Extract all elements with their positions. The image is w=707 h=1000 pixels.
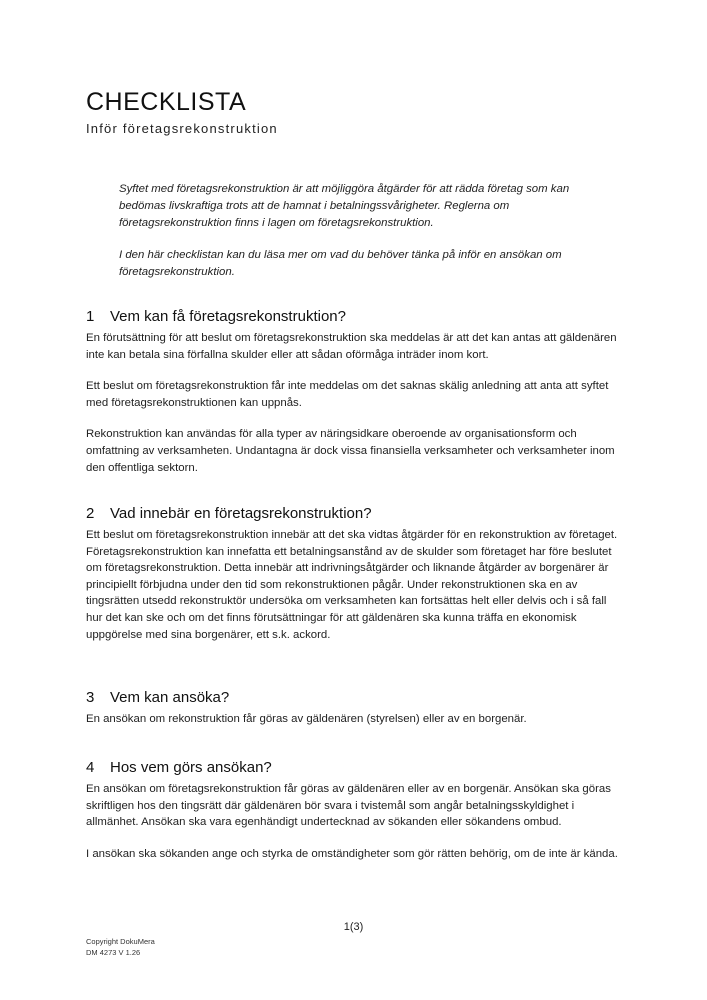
section-title: Hos vem görs ansökan?: [110, 759, 272, 776]
section-title: Vem kan få företagsrekonstruktion?: [110, 308, 346, 325]
section-heading: [86, 308, 626, 325]
page-number: 1(3): [343, 921, 364, 933]
section-title: Vem kan ansöka?: [110, 689, 230, 706]
section-4: [86, 759, 626, 877]
section-number: 2: [86, 505, 95, 522]
intro-paragraph: I den här checklistan kan du läsa mer om vad du behöver tänka på inför en ansökan om företagsrekonstruktion.: [119, 249, 562, 278]
intro-block: [119, 181, 599, 296]
section-paragraph: En ansökan om rekonstruktion får göras av gäldenären (styrelsen) eller av en borgenär.: [86, 713, 527, 725]
section-paragraph: En ansökan om företagsrekonstruktion får göras av gäldenären eller av en borgenär. Ansökan ska göras skriftligen hos den tingsrätt där gäldenären bör svara i tvistemål som angår betalningsskyldighet i allmänhet. Ansökan ska vara egenhändigt undertecknad av sökanden eller sökandens ombud.: [86, 783, 611, 829]
section-number: 1: [86, 308, 95, 325]
document-subtitle: Inför företagsrekonstruktion: [86, 121, 278, 136]
section-paragraph: En förutsättning för att beslut om företagsrekonstruktion ska meddelas är att det kan antas att gäldenären inte kan betala sina förfallna skulder eller att sådan oförmåga inträder inom kort.: [86, 332, 617, 361]
document-title: CHECKLISTA: [86, 88, 247, 116]
section-number: 3: [86, 689, 95, 706]
section-paragraph: Rekonstruktion kan användas för alla typer av näringsidkare oberoende av organisationsform och omfattning av verksamheten. Undantagna är dock vissa finansiella verksamheter och verksamheter inom den offentliga sektorn.: [86, 428, 615, 474]
footer: [86, 937, 155, 958]
footer-copyright: Copyright DokuMera: [86, 937, 155, 946]
footer-doc-id: DM 4273 V 1.26: [86, 947, 141, 957]
section-heading: [86, 689, 626, 706]
section-paragraph: Ett beslut om företagsrekonstruktion får inte meddelas om det saknas skälig anledning att anta att syftet med företagsrekonstruktionen kan uppnås.: [86, 380, 609, 409]
section-3: [86, 689, 626, 743]
section-paragraph: Ett beslut om företagsrekonstruktion innebär att det ska vidtas åtgärder för en rekonstruktion av företaget. Företagsrekonstruktion kan innefatta ett betalningsanstånd av de skulder som företaget har före beslutet om företagsrekonstruktion. Detta innebär att indrivningsåtgärder och liknande åtgärder av borgenärer är principiellt förbjudna under den tid som rekonstruktionen pågår. Under rekonstruktionen ska en av tingsrätten utsedd rekonstruktör undersöka om verksamheten kan fortsättas helt eller delvis och i så fall hur det kan ske och om det finns förutsättningar för att gäldenären ska kunna träffa en ekonomisk uppgörelse med sina borgenärer, ett s.k. ackord.: [86, 529, 618, 641]
section-paragraph: I ansökan ska sökanden ange och styrka de omständigheter som gör rätten behörig, om de inte är kända.: [86, 847, 618, 860]
section-heading: [86, 505, 626, 522]
section-1: [86, 308, 626, 491]
section-number: 4: [86, 759, 95, 776]
intro-paragraph: Syftet med företagsrekonstruktion är att möjliggöra åtgärder för att rädda företag som kan bedömas livskraftiga trots att de hamnat i betalningssvårigheter. Reglerna om företagsrekonstruktion finns i lagen om företagsrekonstruktion.: [119, 183, 570, 229]
section-2: [86, 505, 626, 658]
section-heading: [86, 759, 626, 776]
section-title: Vad innebär en företagsrekonstruktion?: [110, 505, 372, 522]
